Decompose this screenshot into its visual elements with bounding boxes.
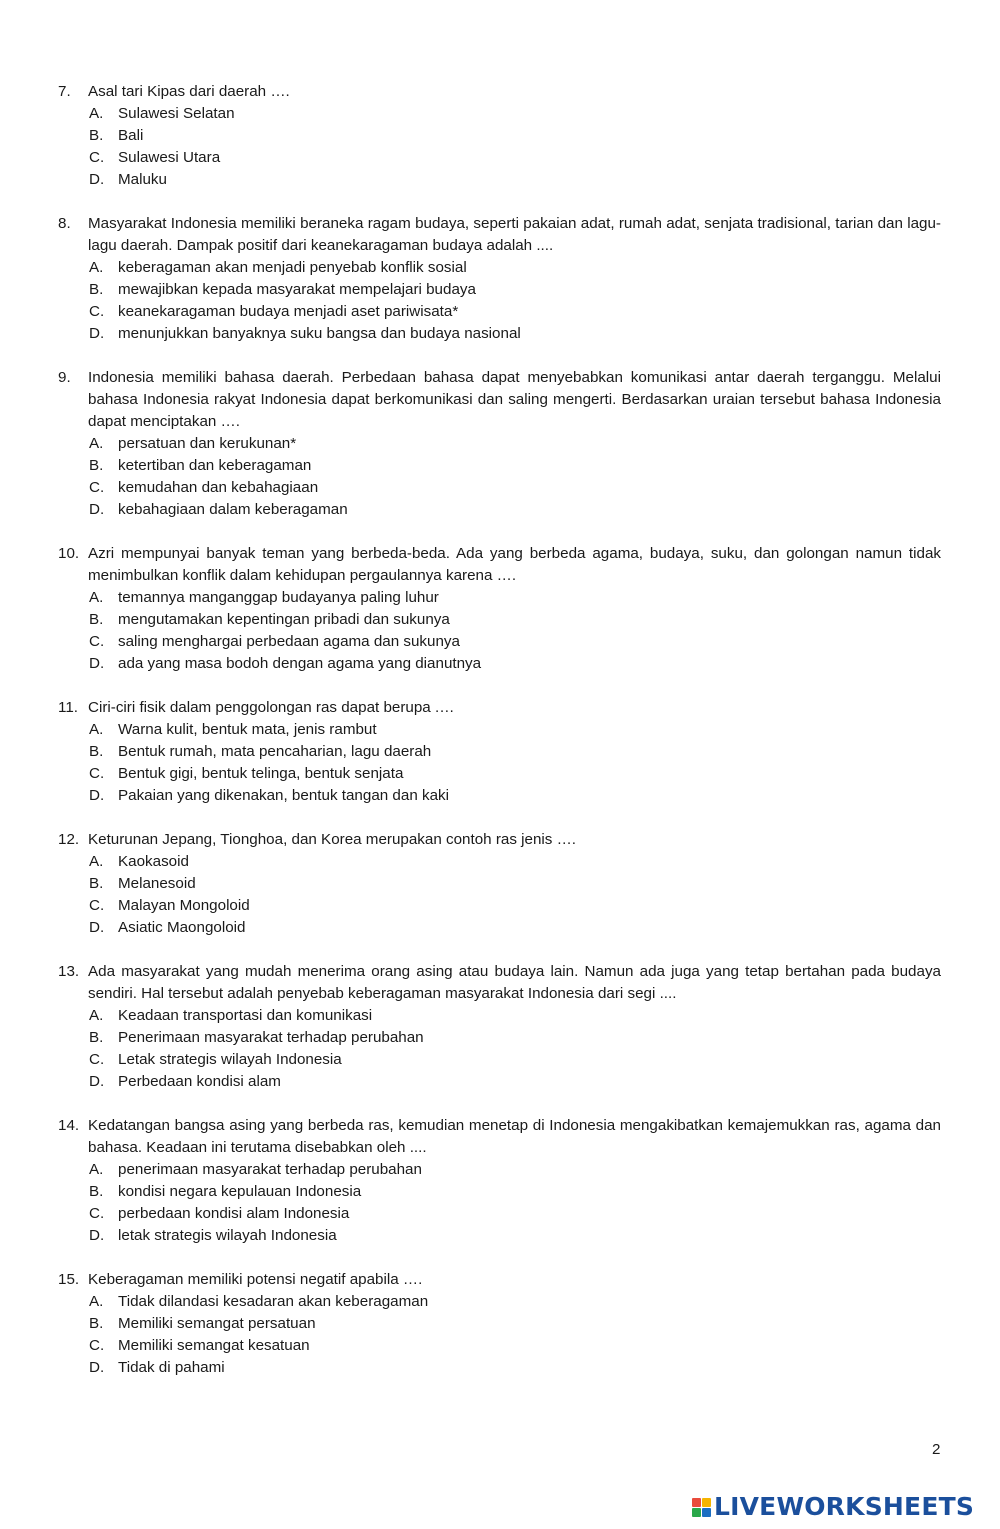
option-letter: D. xyxy=(89,919,105,936)
question-14 xyxy=(0,1115,1000,1247)
option-letter: B. xyxy=(89,127,104,144)
option-d xyxy=(0,1357,1000,1379)
option-letter: D. xyxy=(89,325,105,342)
option-text: kondisi negara kepulauan Indonesia xyxy=(118,1183,362,1200)
option-b xyxy=(0,873,1000,895)
option-b xyxy=(0,1313,1000,1335)
option-text: Bali xyxy=(118,127,144,144)
page-number: 2 xyxy=(932,1441,941,1458)
question-number: 8. xyxy=(58,215,71,232)
option-letter: C. xyxy=(89,765,105,782)
option-text: Asiatic Maongoloid xyxy=(118,919,246,936)
option-letter: D. xyxy=(89,655,105,672)
option-text: ada yang masa bodoh dengan agama yang dianutnya xyxy=(118,655,482,672)
question-9 xyxy=(0,367,1000,521)
option-c xyxy=(0,301,1000,323)
question-15 xyxy=(0,1269,1000,1379)
option-text: Penerimaan masyarakat terhadap perubahan xyxy=(118,1029,424,1046)
option-letter: D. xyxy=(89,171,105,188)
option-text: saling menghargai perbedaan agama dan sukunya xyxy=(118,633,460,650)
option-text: Tidak dilandasi kesadaran akan keberagaman xyxy=(118,1293,429,1310)
option-text: Letak strategis wilayah Indonesia xyxy=(118,1051,342,1068)
logo-grid-icon xyxy=(692,1498,711,1517)
option-letter: A. xyxy=(89,105,104,122)
option-d xyxy=(0,917,1000,939)
option-d xyxy=(0,785,1000,807)
option-c xyxy=(0,631,1000,653)
option-text: mewajibkan kepada masyarakat mempelajari budaya xyxy=(118,281,476,298)
option-a xyxy=(0,587,1000,609)
option-letter: D. xyxy=(89,1227,105,1244)
question-7 xyxy=(0,81,1000,191)
option-letter: B. xyxy=(89,457,104,474)
option-text: Pakaian yang dikenakan, bentuk tangan dan kaki xyxy=(118,787,449,804)
option-b xyxy=(0,279,1000,301)
worksheet-page xyxy=(0,81,1000,1401)
question-text: Ciri-ciri fisik dalam penggolongan ras dapat berupa .… xyxy=(88,699,455,716)
option-text: Bentuk gigi, bentuk telinga, bentuk senjata xyxy=(118,765,404,782)
option-letter: D. xyxy=(89,501,105,518)
option-letter: C. xyxy=(89,1205,105,1222)
logo-square-green xyxy=(692,1508,701,1517)
option-d xyxy=(0,653,1000,675)
option-text: temannya manganggap budayanya paling luhur xyxy=(118,589,439,606)
option-text: Maluku xyxy=(118,171,167,188)
option-c xyxy=(0,477,1000,499)
option-letter: C. xyxy=(89,1337,105,1354)
option-letter: A. xyxy=(89,1007,104,1024)
option-text: kemudahan dan kebahagiaan xyxy=(118,479,319,496)
option-c xyxy=(0,1203,1000,1225)
logo-square-blue xyxy=(702,1508,711,1517)
option-a xyxy=(0,1159,1000,1181)
option-letter: B. xyxy=(89,611,104,628)
option-text: keberagaman akan menjadi penyebab konflik sosial xyxy=(118,259,467,276)
option-letter: A. xyxy=(89,1293,104,1310)
option-d xyxy=(0,323,1000,345)
question-number: 10. xyxy=(58,545,80,562)
option-d xyxy=(0,1225,1000,1247)
option-text: Warna kulit, bentuk mata, jenis rambut xyxy=(118,721,377,738)
option-letter: A. xyxy=(89,721,104,738)
option-letter: A. xyxy=(89,435,104,452)
question-11 xyxy=(0,697,1000,807)
question-number: 14. xyxy=(58,1117,80,1134)
option-text: Sulawesi Utara xyxy=(118,149,221,166)
option-letter: B. xyxy=(89,875,104,892)
option-a xyxy=(0,1005,1000,1027)
option-a xyxy=(0,1291,1000,1313)
option-letter: C. xyxy=(89,303,105,320)
question-text: Ada masyarakat yang mudah menerima orang asing atau budaya lain. Namun ada juga yang tetap bertahan pada budaya sendiri. Hal tersebut adalah penyebab keberagaman masyarakat Indonesia dari segi .... xyxy=(88,963,941,1002)
option-letter: C. xyxy=(89,897,105,914)
option-b xyxy=(0,609,1000,631)
option-letter: A. xyxy=(89,259,104,276)
option-b xyxy=(0,1181,1000,1203)
question-number: 15. xyxy=(58,1271,80,1288)
question-number: 13. xyxy=(58,963,80,980)
option-text: Melanesoid xyxy=(118,875,196,892)
option-text: Keadaan transportasi dan komunikasi xyxy=(118,1007,373,1024)
option-c xyxy=(0,147,1000,169)
option-b xyxy=(0,1027,1000,1049)
option-d xyxy=(0,169,1000,191)
question-8 xyxy=(0,213,1000,345)
question-text: Asal tari Kipas dari daerah …. xyxy=(88,83,290,100)
question-10 xyxy=(0,543,1000,675)
question-text: Keberagaman memiliki potensi negatif apabila …. xyxy=(88,1271,423,1288)
option-a xyxy=(0,103,1000,125)
option-b xyxy=(0,741,1000,763)
option-d xyxy=(0,1071,1000,1093)
option-text: letak strategis wilayah Indonesia xyxy=(118,1227,337,1244)
option-c xyxy=(0,763,1000,785)
option-letter: A. xyxy=(89,1161,104,1178)
option-letter: D. xyxy=(89,1359,105,1376)
option-d xyxy=(0,499,1000,521)
question-number: 11. xyxy=(58,699,78,716)
logo-square-yellow xyxy=(702,1498,711,1507)
question-number: 7. xyxy=(58,83,71,100)
option-text: Perbedaan kondisi alam xyxy=(118,1073,281,1090)
option-letter: B. xyxy=(89,1029,104,1046)
option-text: keanekaragaman budaya menjadi aset pariwisata* xyxy=(118,303,459,320)
question-12 xyxy=(0,829,1000,939)
question-number: 9. xyxy=(58,369,71,386)
question-13 xyxy=(0,961,1000,1093)
option-b xyxy=(0,125,1000,147)
option-letter: A. xyxy=(89,589,104,606)
option-letter: B. xyxy=(89,1183,104,1200)
liveworksheets-logo[interactable] xyxy=(692,1490,974,1524)
option-text: penerimaan masyarakat terhadap perubahan xyxy=(118,1161,422,1178)
option-text: ketertiban dan keberagaman xyxy=(118,457,312,474)
option-text: Sulawesi Selatan xyxy=(118,105,235,122)
option-text: Bentuk rumah, mata pencaharian, lagu daerah xyxy=(118,743,432,760)
option-a xyxy=(0,257,1000,279)
logo-square-red xyxy=(692,1498,701,1507)
question-text: Keturunan Jepang, Tionghoa, dan Korea merupakan contoh ras jenis …. xyxy=(88,831,577,848)
option-letter: D. xyxy=(89,787,105,804)
option-text: menunjukkan banyaknya suku bangsa dan budaya nasional xyxy=(118,325,521,342)
option-text: Memiliki semangat kesatuan xyxy=(118,1337,310,1354)
brand-name: LIVEWORKSHEETS xyxy=(714,1492,975,1521)
option-letter: C. xyxy=(89,633,105,650)
option-text: kebahagiaan dalam keberagaman xyxy=(118,501,348,518)
question-text: Kedatangan bangsa asing yang berbeda ras, kemudian menetap di Indonesia mengakibatkan kemajemukkan ras, agama dan bahasa. Keadaan ini terutama disebabkan oleh .... xyxy=(88,1117,941,1156)
option-text: perbedaan kondisi alam Indonesia xyxy=(118,1205,350,1222)
question-number: 12. xyxy=(58,831,80,848)
question-text: Masyarakat Indonesia memiliki beraneka ragam budaya, seperti pakaian adat, rumah adat, senjata tradisional, tarian dan lagu-lagu daerah. Dampak positif dari keanekaragaman budaya adalah .... xyxy=(88,215,941,254)
option-letter: C. xyxy=(89,149,105,166)
option-c xyxy=(0,895,1000,917)
option-a xyxy=(0,719,1000,741)
option-text: Malayan Mongoloid xyxy=(118,897,250,914)
option-a xyxy=(0,851,1000,873)
option-text: persatuan dan kerukunan* xyxy=(118,435,297,452)
option-letter: A. xyxy=(89,853,104,870)
option-letter: C. xyxy=(89,1051,105,1068)
option-letter: B. xyxy=(89,743,104,760)
option-a xyxy=(0,433,1000,455)
option-c xyxy=(0,1049,1000,1071)
option-letter: B. xyxy=(89,281,104,298)
option-letter: B. xyxy=(89,1315,104,1332)
option-c xyxy=(0,1335,1000,1357)
option-letter: D. xyxy=(89,1073,105,1090)
option-letter: C. xyxy=(89,479,105,496)
question-text: Azri mempunyai banyak teman yang berbeda-beda. Ada yang berbeda agama, budaya, suku, dan golongan namun tidak menimbulkan konflik dalam kehidupan pergaulannya karena …. xyxy=(88,545,941,584)
option-text: Memiliki semangat persatuan xyxy=(118,1315,316,1332)
option-text: Tidak di pahami xyxy=(118,1359,225,1376)
option-text: Kaokasoid xyxy=(118,853,189,870)
option-b xyxy=(0,455,1000,477)
question-text: Indonesia memiliki bahasa daerah. Perbedaan bahasa dapat menyebabkan komunikasi antar daerah terganggu. Melalui bahasa Indonesia rakyat Indonesia dapat berkomunikasi dan saling mengerti. Berdasarkan uraian tersebut bahasa Indonesia dapat menciptakan …. xyxy=(88,369,941,430)
option-text: mengutamakan kepentingan pribadi dan sukunya xyxy=(118,611,450,628)
